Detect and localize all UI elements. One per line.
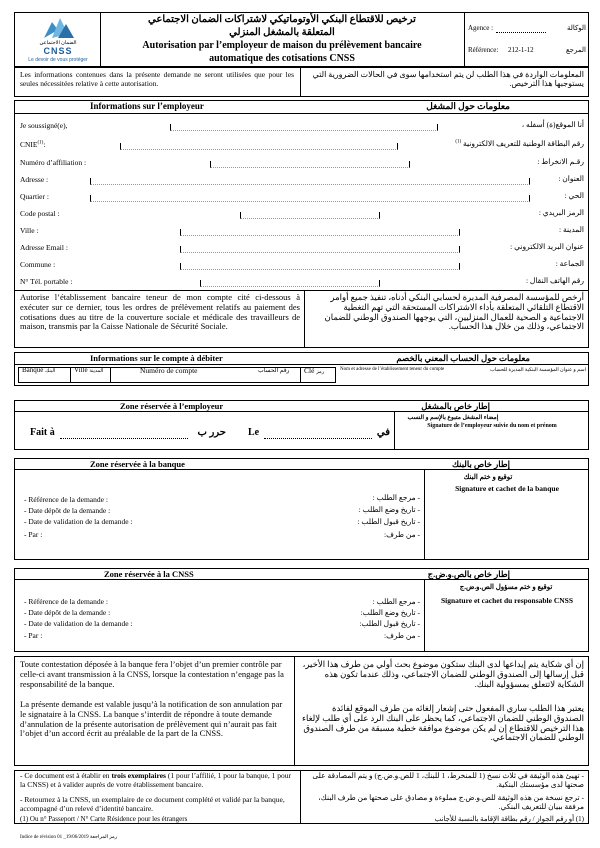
employer-zone-title-fr: Zone réservée à l’employeur: [120, 401, 224, 411]
ville-label: Ville المدينة: [74, 366, 104, 374]
field-label-email-ar: عنوان البريد الالكتروني :: [510, 242, 584, 251]
title-fr-1: Autorisation par l’employeur de maison du prélèvement bancaire: [142, 40, 422, 51]
logo-tagline: Le devoir de vous protéger: [28, 57, 88, 63]
cnss-zone-title-ar: إطار خاص بالص.و.ض.ج: [427, 569, 510, 579]
input-adresse[interactable]: [90, 178, 530, 185]
employer-signature-ar: إمضاء المشغل متبوع بالإسم و النسب: [407, 415, 499, 421]
banque-label: Banque البنك: [22, 366, 56, 374]
title-fr-2: automatique des cotisations CNSS: [209, 53, 355, 64]
numero-label-ar: رقم الحساب: [258, 368, 290, 374]
authorization-fr: Autorise l’établissement bancaire teneur de mon compte cité ci-dessous à exécuter sur ce dernier, tous les ordres de prélèvement relatifs au paiement des cotisations dues au titre de la couverture sociale et médicale des travailleurs de maison, transmis par la Caisse Nationale de Sécurité Sociale.: [20, 292, 300, 332]
footer-fr-2: - Retournez à la CNSS, un exemplaire de ce document complété et validé par la banque, accompagné d’un relevé d’identité bancaire.: [20, 795, 285, 813]
account-title-ar: معلومات حول الحساب المعني بالخصم: [396, 353, 530, 363]
field-label-adresse-ar: العنوان :: [558, 174, 584, 183]
bank-item-date-validation-ar: - تاريخ قبول الطلب :: [357, 517, 420, 526]
cnss-item-reference: - Référence de la demande :: [24, 597, 108, 606]
bank-item-par-ar: - من طرف:: [384, 530, 420, 539]
field-label-code-postal-ar: الرمز البريدي :: [538, 208, 584, 217]
input-commune[interactable]: [180, 263, 460, 270]
field-label-commune-ar: الجماعة :: [555, 259, 584, 268]
conditions-ar-1: إن أي شكاية يتم إيداعها لدى البنك ستكون موضوع بحث أولي من طرف هذا الأخير، قبل إرسالها إلى الصندوق الوطني للضمان الاجتماعي، وذلك عندما تكون هذه الشكاية لاتتعلق بمسؤولية البنك.: [302, 659, 584, 689]
footer-ar-3: (1) أو رقم الجواز / رقم بطاقة الإقامة بالنسبة للأجانب: [434, 815, 584, 823]
field-label-telephone: N° Tél. portable :: [20, 277, 73, 286]
cnss-item-date-depot-ar: - تاريخ وضع الطلب:: [360, 608, 420, 617]
agence-label-ar: الوكالة: [566, 24, 586, 32]
field-label-email: Adresse Email :: [20, 243, 68, 252]
reference-label: Référence:: [468, 46, 499, 54]
title-ar-2: المتعلقة بالمشغل المنزلي: [229, 27, 335, 38]
conditions-fr-2: La présente demande est valable jusqu’à la notification de son annulation par le signataire à la CNSS. La banque s’interdit de répondre à toute demande d’annulation de la présente autorisation de prélèvement qui n’aurait pas fait l’objet d’un accord écrit au préalable de la part de la CNSS.: [20, 699, 283, 739]
logo-name: CNSS: [43, 46, 73, 56]
cnss-item-date-validation: - Date de validation de la demande :: [24, 619, 133, 628]
cnss-item-date-validation-ar: - تاريخ قبول الطلب:: [359, 619, 420, 628]
footer-fr-1: - Ce document est à établir en trois exemplaires (1 pour l’affilié, 1 pour la banque, 1 pour la CNSS) et à valider auprès de votre établissement bancaire.: [20, 771, 291, 789]
input-quartier[interactable]: [90, 195, 530, 202]
cnss-signature-ar: توقيع و ختم مسؤول الص.و.ض.ج: [459, 583, 553, 591]
input-code-postal[interactable]: [240, 212, 380, 219]
le-label: Le: [248, 427, 260, 438]
conditions-fr-1: Toute contestation déposée à la banque fera l’objet d’un premier contrôle par celle-ci avant transmission à la CNSS, lorsque la contestation n’engage pas la responsabilité de la banque.: [20, 659, 284, 689]
field-label-soussigne: Je soussigné(e),: [20, 121, 68, 130]
revision-index: Indice de révision 01 _19/06/2019 رمز المراجعة: [20, 835, 118, 840]
employer-title-fr: Informations sur l’employeur: [90, 101, 204, 111]
bank-zone-title-ar: إطار خاص بالبنك: [451, 459, 510, 469]
fait-a-label-ar: حرر ب: [197, 427, 226, 438]
notice-fr: Les informations contenues dans la présente demande ne seront utilisées que pour les seules nécessitées relative à cette autorisation.: [20, 70, 294, 88]
bank-item-date-validation: - Date de validation de la demande :: [24, 517, 133, 526]
field-label-cnie: CNIE$^{(1)}$:: [20, 140, 46, 149]
authorization-ar: أرخص للمؤسسة المصرفية المدبرة لحسابي البنكي أدناه، تنفيذ جميع أوامر الاقتطاع التلقائي المتعلقة بأداء الاشتراكات المستحقة التي تهم التغطية الاجتماعية و الصحية للعمال المنزليين، التي يوجهها الصندوق الوطني للضمان الاجتماعي، وذلك من خلال هذا الحساب.: [324, 292, 584, 332]
title-ar-1: ترخيص للاقتطاع البنكي الأوتوماتيكي لاشتراكات الضمان الاجتماعي: [148, 14, 416, 25]
footer-fr-3: (1) Ou n° Passeport / N° Carte Résidence pour les étrangers: [20, 815, 188, 823]
le-label-ar: في: [376, 427, 390, 438]
field-label-ville: Ville :: [20, 226, 39, 235]
reference-value: 212-1-12: [508, 46, 534, 54]
field-label-affiliation: Numéro d’affiliation :: [20, 158, 87, 167]
input-soussigne[interactable]: [170, 124, 438, 131]
cnss-item-par-ar: - من طرف:: [384, 631, 420, 640]
bank-zone-title-fr: Zone réservée à la banque: [90, 459, 185, 469]
input-cnie[interactable]: [120, 143, 398, 150]
nom-etablissement-label: Nom et adresse de l’établissement teneur du compte: [340, 367, 445, 372]
cnss-item-date-depot: - Date dépôt de la demande :: [24, 608, 111, 617]
employer-signature-fr: Signature de l’employeur suivie du nom et prénom: [427, 423, 557, 429]
bank-item-reference: - Référence de la demande :: [24, 495, 108, 504]
footer-ar-2: - ترجع نسخة من هذه الوثيقة للص.و.ض.ج مملوءة و مصادق على صحتها من طرف البنك، مرفقة ببيان للتعريف البنكي.: [318, 793, 584, 811]
bank-signature-fr: Signature et cachet de la banque: [455, 484, 559, 493]
field-label-quartier-ar: الحي :: [564, 191, 584, 200]
input-affiliation[interactable]: [210, 161, 410, 168]
bank-item-date-depot: - Date dépôt de la demande :: [24, 506, 111, 515]
field-label-commune: Commune :: [20, 260, 56, 269]
bank-item-date-depot-ar: - تاريخ وضع الطلب :: [358, 505, 420, 514]
cle-label: Clé رمز: [304, 366, 325, 375]
cnss-item-reference-ar: - مرجع الطلب :: [372, 597, 420, 606]
cnss-signature-fr: Signature et cachet du responsable CNSS: [440, 596, 574, 605]
bank-item-par: - Par :: [24, 530, 43, 539]
field-label-affiliation-ar: رقـم الانخراط :: [537, 157, 584, 166]
field-label-quartier: Quartier :: [20, 192, 49, 201]
conditions-ar-2: يعتبر هذا الطلب ساري المفعول حتى إشعار إلغائه من طرف الموقع لفائدة الصندوق الوطني للضمان الاجتماعي، كما يحظر على البنك الرد على أي طلب لإلغاء هذا الترخيص للاقتطاع إن لم يكن موضوع موافقة خطية مسبقة من طرف الصندوق الوطني للضمان الاجتماعي.: [301, 703, 584, 743]
fait-a-label: Fait à: [30, 427, 55, 438]
field-label-code-postal: Code postal :: [20, 209, 60, 218]
logo-org-ar: الضمان الاجتماعي: [39, 41, 77, 46]
input-email[interactable]: [180, 246, 460, 253]
account-title-fr: Informations sur le compte à débiter: [90, 353, 223, 363]
employer-zone-title-ar: إطار خاص بالمشغل: [421, 401, 490, 411]
reference-label-ar: المرجع: [565, 46, 586, 54]
input-telephone[interactable]: [200, 280, 380, 287]
field-label-ville-ar: المدينة :: [559, 225, 584, 234]
cnss-item-par: - Par :: [24, 631, 43, 640]
fait-a-input[interactable]: [60, 438, 188, 439]
employer-title-ar: معلومات حول المشغل: [426, 101, 510, 111]
notice-ar: المعلومات الواردة في هذا الطلب لن يتم استخدامها سوى في الحالات الضرورية التي يستوجبها هذا الترخيص.: [312, 70, 584, 89]
le-input[interactable]: [264, 438, 372, 439]
field-label-cnie-ar: رقم البطاقة الوطنية للتعريف الالكترونية $^{(1)}$: [455, 139, 584, 148]
field-label-telephone-ar: رقم الهاتف النقال :: [525, 276, 584, 285]
footer-ar-1: - تهيئ هذه الوثيقة في ثلاث نسخ (1 للمنخرط، 1 للبنك، 1 للص.و.ض.ج) و يتم المصادقة على صحتها لدى مؤسستك البنكية.: [312, 771, 584, 789]
bank-item-reference-ar: - مرجع الطلب :: [372, 493, 420, 502]
cnss-zone-title-fr: Zone réservée à la CNSS: [104, 569, 194, 579]
field-label-soussigne-ar: أنا الموقع(ة) أسفله ،: [521, 120, 584, 129]
nom-etablissement-label-ar: اسم و عنوان المؤسسة البنكية المدبرة للحساب: [490, 368, 586, 373]
numero-label: Numéro de compte: [140, 366, 198, 375]
field-label-adresse: Adresse :: [20, 175, 49, 184]
input-ville[interactable]: [180, 229, 460, 236]
agence-label: Agence :: [468, 24, 494, 32]
bank-signature-ar: توقيع و ختم البنك: [463, 473, 513, 481]
